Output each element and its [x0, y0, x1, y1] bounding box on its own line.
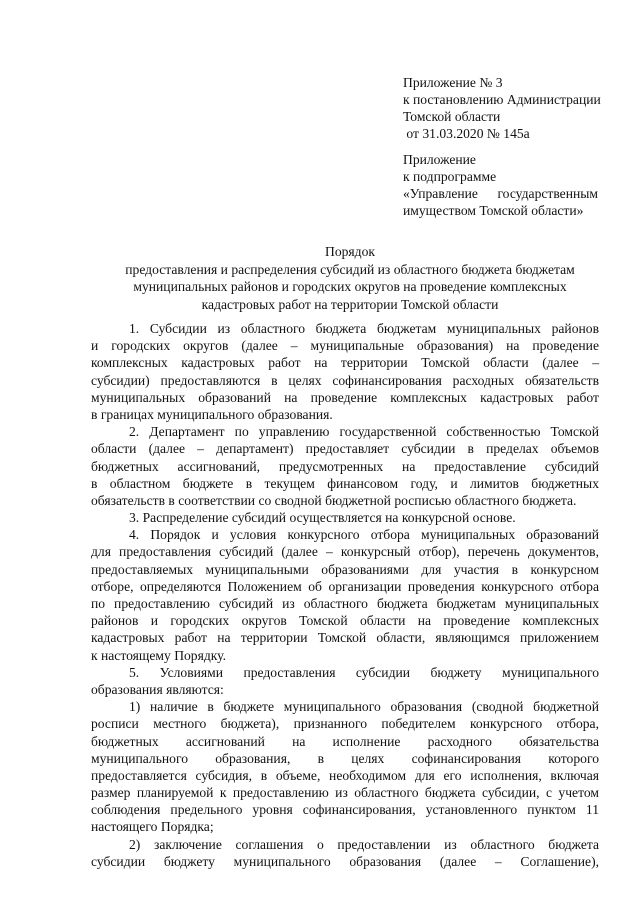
appendix-header-line: к постановлению Администрации — [403, 92, 601, 107]
title-line: муниципальных районов и городских округов на проведение комплексных — [133, 279, 567, 294]
body-line: для предоставления субсидий (далее – конкурсный отбор), перечень документов, — [91, 544, 599, 560]
body-line: 3. Распределение субсидий осуществляется на конкурсной основе. — [129, 510, 516, 526]
title-line: Порядок — [325, 244, 375, 259]
body-line: районов и городских округов Томской области на проведение комплексных — [91, 613, 599, 629]
body-line: бюджетных ассигнований, предусмотренных на предоставление субсидий — [91, 458, 599, 474]
appendix-sub-line: «Управление государственным — [403, 186, 598, 201]
body-line: 2. Департамент по управлению государственной собственностью Томской — [129, 424, 599, 440]
appendix-sub-line: Приложение — [403, 152, 476, 167]
body-line: 1) наличие в бюджете муниципального образования (сводной бюджетной — [129, 699, 599, 715]
body-line: муниципальных образований на проведение комплексных кадастровых работ — [91, 389, 599, 405]
body-line: кадастровых работ на территории Томской области, являющимся приложением — [91, 630, 599, 646]
body-line: муниципального образования, в целях софинансирования которого — [91, 750, 599, 766]
body-line: предоставляемых муниципальными образованиями для участия в конкурсном — [91, 561, 599, 577]
body-line: комплексных кадастровых работ на территории Томской области (далее – — [91, 355, 599, 371]
document-body — [91, 320, 599, 870]
appendix-sub-line: имуществом Томской области» — [403, 203, 584, 218]
body-line: предоставляется субсидия, в объеме, необходимом для его исполнения, включая — [91, 767, 599, 783]
title-line: предоставления и распределения субсидий из областного бюджета бюджетам — [125, 261, 575, 277]
body-line: настоящего Порядка; — [91, 819, 214, 835]
body-line: субсидии) предоставляются в целях софинансирования расходных обязательств — [91, 372, 599, 388]
body-line: образования являются: — [91, 681, 224, 697]
appendix-header-line: от 31.03.2020 № 145а — [403, 126, 530, 141]
body-line: в границах муниципального образования. — [91, 406, 333, 422]
body-line: по предоставлению субсидий из областного бюджета бюджетам муниципальных — [91, 596, 599, 611]
appendix-header-line: Приложение № 3 — [403, 75, 503, 90]
appendix-header — [403, 74, 601, 142]
appendix-sub — [403, 151, 598, 219]
body-line: субсидии бюджету муниципального образования (далее – Соглашение), — [91, 853, 599, 869]
body-line: 1. Субсидии из областного бюджета бюджетам муниципальных районов — [129, 321, 599, 336]
body-line: к настоящему Порядку. — [91, 647, 227, 663]
appendix-header-line: Томской области — [403, 109, 501, 124]
appendix-sub-line: к подпрограмме — [403, 169, 497, 184]
body-line: области (далее – департамент) предоставляет субсидии в пределах объемов — [91, 441, 599, 457]
body-line: 5. Условиями предоставления субсидии бюджету муниципального — [129, 664, 599, 680]
body-line: в областном бюджете в текущем финансовом году, и лимитов бюджетных — [91, 475, 599, 491]
body-line: бюджетных ассигнований на исполнение расходного обязательства — [91, 733, 599, 749]
body-line: отборе, определяются Положением об организации проведения конкурсного отбора — [91, 578, 599, 594]
document-title — [100, 243, 600, 313]
body-line: обязательств в соответствии со сводной бюджетной росписью областного бюджета. — [91, 492, 577, 508]
body-line: 2) заключение соглашения о предоставлении из областного бюджета — [129, 836, 599, 852]
body-line: 4. Порядок и условия конкурсного отбора муниципальных образований — [129, 527, 599, 543]
body-line: соблюдения предельного уровня софинансирования, установленного пунктом 11 — [91, 802, 599, 818]
body-line: и городских округов (далее – муниципальные образования) на проведение — [91, 338, 599, 354]
body-line: размер планируемой к предоставлению из областного бюджета субсидии, с учетом — [91, 785, 599, 801]
body-line: росписи местного бюджета), признанного победителем конкурсного отбора, — [91, 716, 599, 732]
title-line: кадастровых работ на территории Томской области — [201, 296, 499, 312]
